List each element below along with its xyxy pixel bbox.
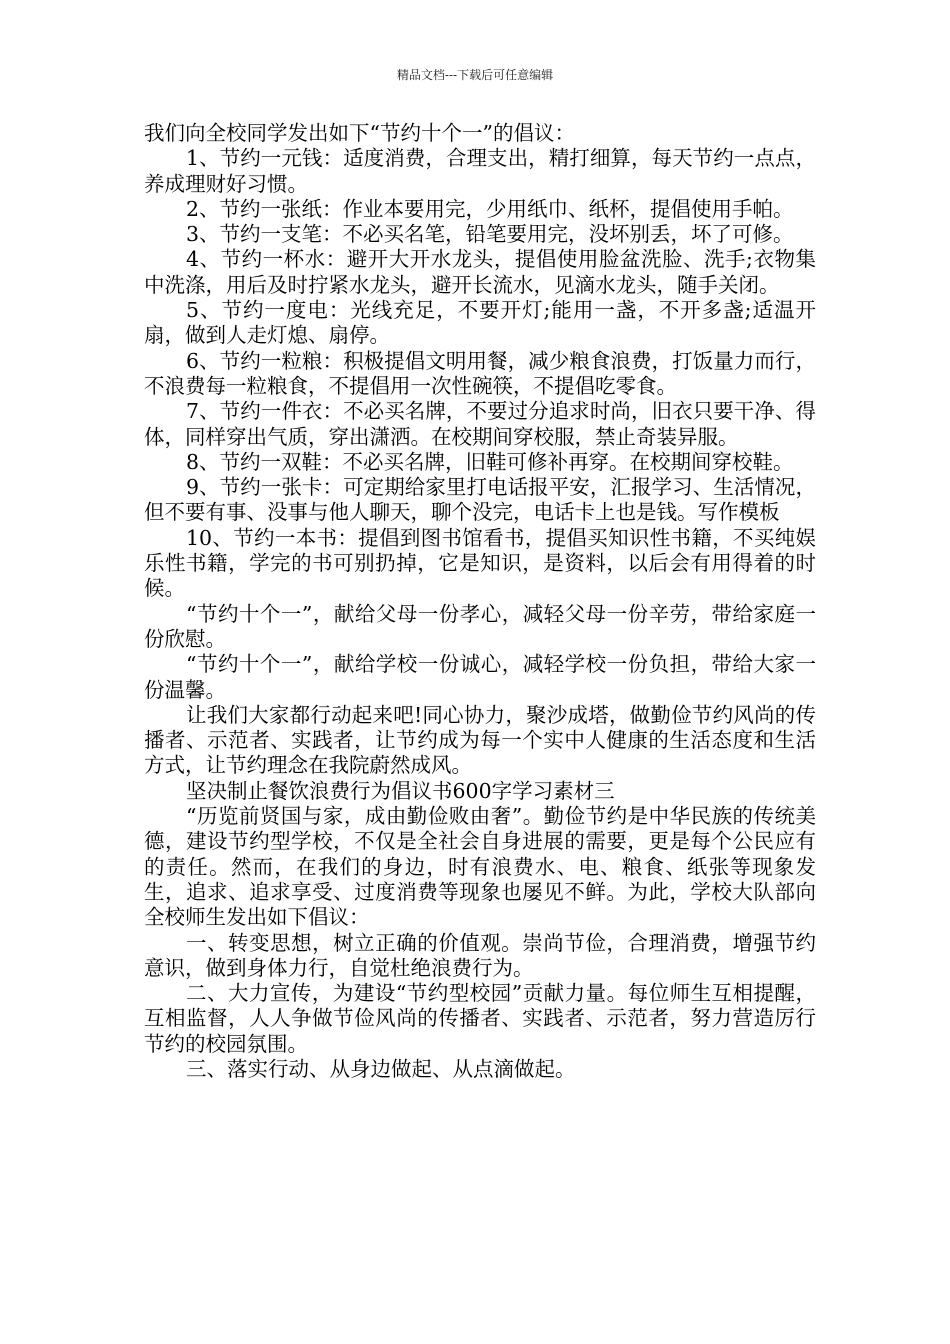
proposal-intro-paragraph: “历览前贤国与家，成由勤俭败由奢”。勤俭节约是中华民族的传统美德，建设节约型学校，不仅是全社会自身进展的需要，更是每个公民应有的责任。然而，在我们的身边，时有浪费水、电、粮食、纸张等现象发生，追求、追求享受、过度消费等现象也屡见不鲜。为此，学校大队部向全校师生发出如下倡议：: [144, 804, 816, 930]
summary-paragraph-family: “节约十个一”，献给父母一份孝心，减轻父母一份辛劳，带给家庭一份欣慰。: [144, 601, 816, 651]
proposal-point-2: 二、大力宣传，为建设“节约型校园”贡献力量。每位师生互相提醒，互相监督，人人争做节俭风尚的传播者、实践者、示范者，努力营造厉行节约的校园氛围。: [144, 981, 816, 1056]
item-4-paragraph: 4、节约一杯水：避开大开水龙头，提倡使用脸盆洗脸、洗手;衣物集中洗涤，用后及时拧紧水龙头，避开长流水，见滴水龙头，随手关闭。: [144, 247, 816, 297]
item-5-paragraph: 5、节约一度电：光线充足，不要开灯;能用一盏，不开多盏;适温开扇，做到人走灯熄、扇停。: [144, 298, 816, 348]
item-3-paragraph: 3、节约一支笔：不必买名笔，铅笔要用完，没坏别丢，坏了可修。: [186, 222, 794, 247]
item-7-paragraph: 7、节约一件衣：不必买名牌，不要过分追求时尚，旧衣只要干净、得体，同样穿出气质，穿出潇洒。在校期间穿校服，禁止奇装异服。: [144, 399, 816, 449]
proposal-point-3: 三、落实行动、从身边做起、从点滴做起。: [186, 1056, 576, 1081]
intro-paragraph: 我们向全校同学发出如下“节约十个一”的倡议：: [144, 121, 575, 145]
item-2-paragraph: 2、节约一张纸：作业本要用完，少用纸巾、纸杯，提倡使用手帕。: [186, 196, 794, 221]
call-to-action-paragraph: 让我们大家都行动起来吧!同心协力，聚沙成塔，做勤俭节约风尚的传播者、示范者、实践者，让节约成为每一个实中人健康的生活态度和生活方式，让节约理念在我院蔚然成风。: [144, 702, 816, 778]
item-8-paragraph: 8、节约一双鞋：不必买名牌，旧鞋可修补再穿。在校期间穿校鞋。: [186, 449, 794, 474]
item-9-paragraph: 9、节约一张卡：可定期给家里打电话报平安，汇报学习、生活情况，但不要有事、没事与他人聊天，聊个没完，电话卡上也是钱。写作模板: [144, 475, 816, 525]
proposal-point-1: 一、转变思想，树立正确的价值观。崇尚节俭，合理消费，增强节约意识，做到身体力行，自觉杜绝浪费行为。: [144, 930, 816, 980]
document-body: [144, 121, 816, 1082]
summary-paragraph-school: “节约十个一”，献给学校一份诚心，减轻学校一份负担，带给大家一份温馨。: [144, 652, 816, 702]
section-title: 坚决制止餐饮浪费行为倡议书600字学习素材三: [186, 778, 615, 803]
item-1-paragraph: 1、节约一元钱：适度消费，合理支出，精打细算，每天节约一点点，养成理财好习惯。: [144, 146, 816, 196]
item-6-paragraph: 6、节约一粒粮：积极提倡文明用餐，减少粮食浪费，打饭量力而行，不浪费每一粒粮食，不提倡用一次性碗筷，不提倡吃零食。: [144, 348, 816, 398]
page-header: 精品文档---下载后可任意编辑: [396, 68, 554, 82]
item-10-paragraph: 10、节约一本书：提倡到图书馆看书，提倡买知识性书籍，不买纯娱乐性书籍，学完的书可别扔掉，它是知识，是资料，以后会有用得着的时候。: [144, 525, 816, 601]
